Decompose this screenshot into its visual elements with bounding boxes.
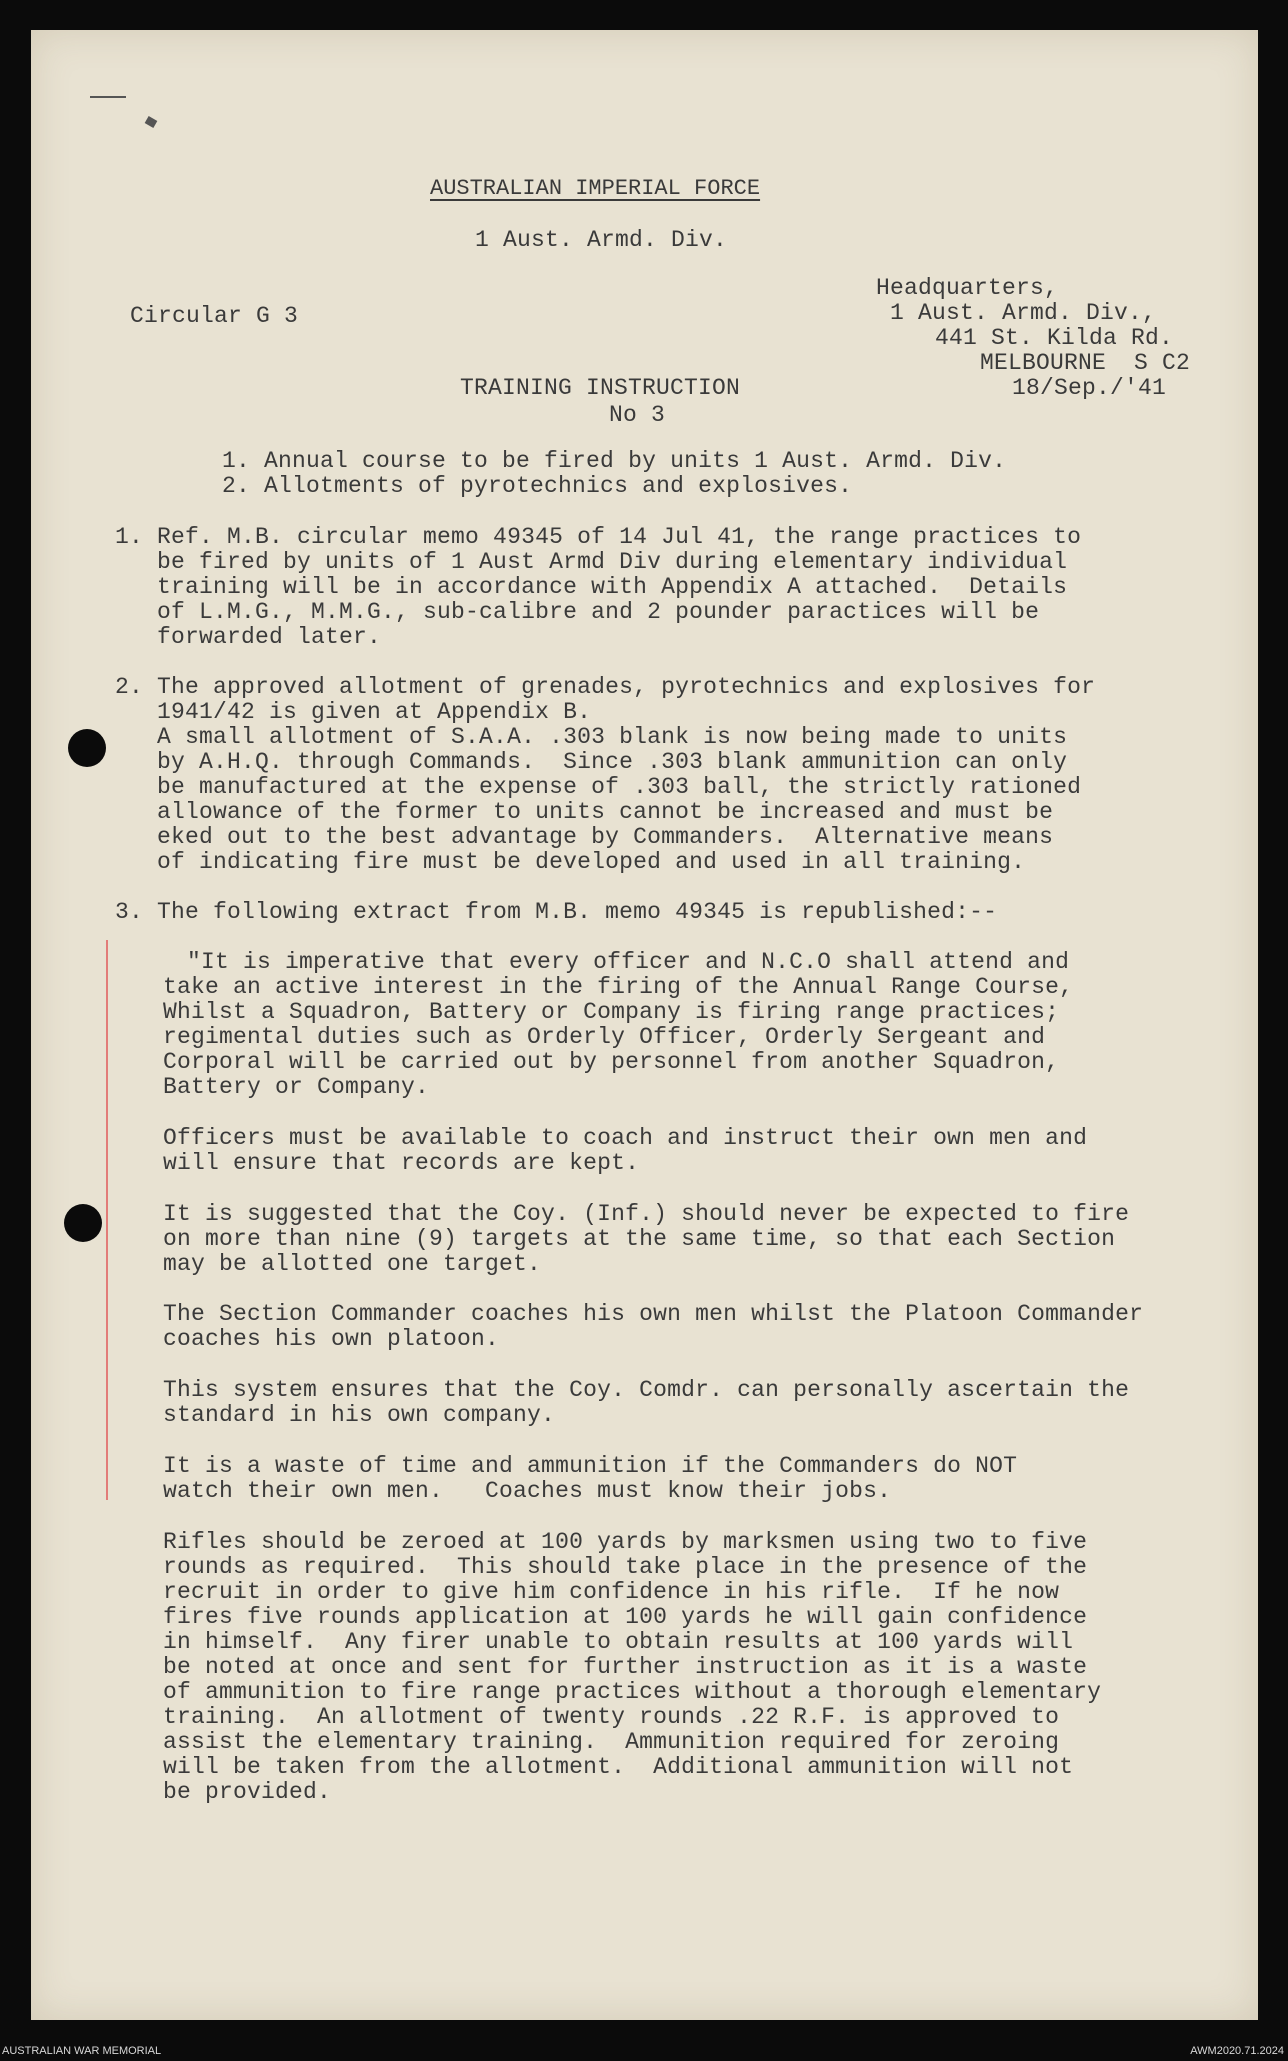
text-line: training will be in accordance with Appendix A attached. Details: [115, 574, 1068, 600]
text-line: rounds as required. This should take place in the presence of the: [163, 1554, 1088, 1580]
text-line: on more than nine (9) targets at the same time, so that each Section: [163, 1226, 1116, 1252]
paragraph-3-intro: 3. The following extract from M.B. memo 49345 is republished:--: [115, 899, 998, 925]
text-line: regimental duties such as Orderly Officer, Orderly Sergeant and: [163, 1024, 1046, 1050]
text-line: of ammunition to fire range practices without a thorough elementary: [163, 1679, 1102, 1705]
punch-hole: [68, 729, 106, 767]
subject-item: 1. Annual course to be fired by units 1 Aust. Armd. Div.: [222, 448, 1007, 474]
text-line: 2. The approved allotment of grenades, pyrotechnics and explosives for: [115, 674, 1096, 700]
text-line: This system ensures that the Coy. Comdr. can personally ascertain the: [163, 1377, 1130, 1403]
text-line: Whilst a Squadron, Battery or Company is firing range practices;: [163, 999, 1060, 1025]
text-line: may be allotted one target.: [163, 1251, 542, 1277]
text-line: forwarded later.: [115, 624, 382, 650]
footer-accession-number: AWM2020.71.2024: [1190, 2045, 1284, 2057]
footer-institution: AUSTRALIAN WAR MEMORIAL: [2, 2045, 162, 2057]
text-line: assist the elementary training. Ammunition required for zeroing: [163, 1729, 1060, 1755]
paper-mark: [90, 96, 126, 98]
text-line: It is a waste of time and ammunition if the Commanders do NOT: [163, 1453, 1018, 1479]
text-line: A small allotment of S.A.A. .303 blank is now being made to units: [115, 724, 1068, 750]
text-line: be fired by units of 1 Aust Armd Div during elementary individual: [115, 549, 1068, 575]
text-line: be manufactured at the expense of .303 ball, the strictly rationed: [115, 774, 1082, 800]
text-line: take an active interest in the firing of the Annual Range Course,: [163, 974, 1074, 1000]
text-line: "It is imperative that every officer and N.C.O shall attend and: [187, 949, 1070, 975]
text-line: Corporal will be carried out by personnel from another Squadron,: [163, 1049, 1060, 1075]
text-line: of indicating fire must be developed and used in all training.: [115, 849, 1026, 875]
address-line: Headquarters,: [876, 275, 1059, 301]
text-line: Rifles should be zeroed at 100 yards by marksmen using two to five: [163, 1529, 1088, 1555]
address-line: 1 Aust. Armd. Div.,: [890, 300, 1157, 326]
text-line: It is suggested that the Coy. (Inf.) should never be expected to fire: [163, 1201, 1130, 1227]
text-line: training. An allotment of twenty rounds .22 R.F. is approved to: [163, 1704, 1060, 1730]
document-date: 18/Sep./'41: [1012, 375, 1167, 401]
division-name: 1 Aust. Armd. Div.: [475, 227, 728, 253]
text-line: will be taken from the allotment. Additional ammunition will not: [163, 1754, 1074, 1780]
circular-number: Circular G 3: [130, 303, 299, 329]
text-line: in himself. Any firer unable to obtain results at 100 yards will: [163, 1629, 1074, 1655]
text-line: of L.M.G., M.M.G., sub-calibre and 2 pounder paractices will be: [115, 599, 1040, 625]
text-line: be provided.: [163, 1779, 332, 1805]
text-line: 1941/42 is given at Appendix B.: [115, 699, 592, 725]
text-line: The Section Commander coaches his own men whilst the Platoon Commander: [163, 1301, 1144, 1327]
punch-hole: [64, 1204, 102, 1242]
document-title: AUSTRALIAN IMPERIAL FORCE: [430, 176, 761, 201]
text-line: standard in his own company.: [163, 1402, 556, 1428]
subject-item: 2. Allotments of pyrotechnics and explosives.: [222, 473, 853, 499]
text-line: coaches his own platoon.: [163, 1326, 500, 1352]
red-margin-line: [106, 940, 108, 1500]
instruction-number: No 3: [609, 402, 666, 428]
text-line: by A.H.Q. through Commands. Since .303 blank ammunition can only: [115, 749, 1068, 775]
text-line: 1. Ref. M.B. circular memo 49345 of 14 Jul 41, the range practices to: [115, 524, 1082, 550]
text-line: allowance of the former to units cannot be increased and must be: [115, 799, 1054, 825]
text-line: eked out to the best advantage by Commanders. Alternative means: [115, 824, 1054, 850]
instruction-title: TRAINING INSTRUCTION: [460, 375, 741, 401]
text-line: be noted at once and sent for further instruction as it is a waste: [163, 1654, 1088, 1680]
address-line: MELBOURNE S C2: [980, 350, 1191, 376]
address-line: 441 St. Kilda Rd.: [935, 325, 1174, 351]
text-line: Officers must be available to coach and instruct their own men and: [163, 1125, 1088, 1151]
text-line: watch their own men. Coaches must know their jobs.: [163, 1478, 892, 1504]
text-line: recruit in order to give him confidence in his rifle. If he now: [163, 1579, 1060, 1605]
text-line: Battery or Company.: [163, 1074, 430, 1100]
text-line: will ensure that records are kept.: [163, 1150, 640, 1176]
text-line: fires five rounds application at 100 yards he will gain confidence: [163, 1604, 1088, 1630]
